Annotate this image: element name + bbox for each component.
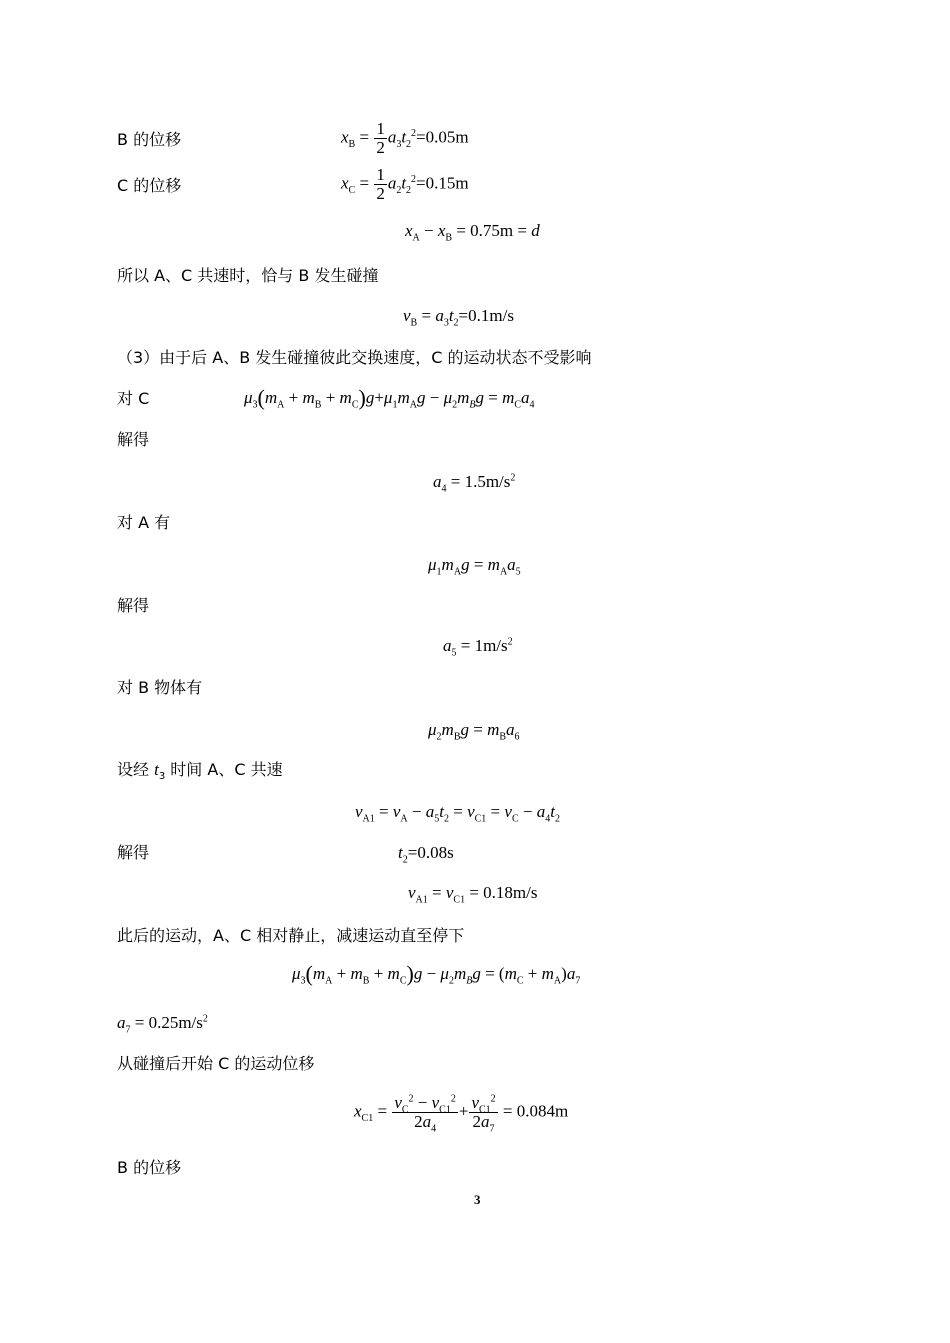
equation-force-a: $\mu_1m_Ag = m_Aa_5$ bbox=[428, 555, 521, 578]
text-for-b: 对 B 物体有 bbox=[117, 678, 203, 697]
equation-force-c: $\mu_3(m_A + m_B + m_C)g+\mu_1m_Ag - \mu_2m_Bg = m_Ca_4$ bbox=[244, 385, 535, 411]
equation-t2: $t_2=0.08s$ bbox=[398, 843, 454, 866]
page-number: 3 bbox=[474, 1192, 481, 1207]
text-c-displacement-after: 从碰撞后开始 C 的运动位移 bbox=[117, 1054, 315, 1073]
text-part-3: （3）由于后 A、B 发生碰撞彼此交换速度，C 的运动状态不受影响 bbox=[117, 348, 592, 367]
equation-xA-minus-xB: $x_A - x_B = 0.75m = d$ bbox=[405, 221, 540, 244]
text-for-a: 对 A 有 bbox=[117, 513, 171, 532]
text-t3-common-velocity: 设经 $t_3$ 时间 A、C 共速 bbox=[117, 760, 283, 783]
text-after-motion: 此后的运动，A、C 相对静止，减速运动直至停下 bbox=[117, 926, 465, 945]
equation-a7: $a_7 = 0.25m/s^2$ bbox=[117, 1013, 208, 1036]
equation-xC: $x_C$ = $\frac{1}{2}$ $a_2t_2^2=0.15m$ bbox=[341, 165, 469, 203]
text-solve-2: 解得 bbox=[117, 596, 150, 615]
equation-common-velocity: $v_{A1} = v_A - a_5t_2 = v_{C1} = v_C - a_4t_2$ bbox=[355, 802, 560, 825]
equation-a4: $a_4 = 1.5m/s^2$ bbox=[433, 472, 516, 495]
text-collision-statement: 所以 A、C 共速时，恰与 B 发生碰撞 bbox=[117, 266, 379, 285]
text-solve-3: 解得 bbox=[117, 843, 150, 862]
equation-vB: $v_B = a_3t_2=0.1m/s$ bbox=[403, 306, 514, 329]
label-c-displacement: C 的位移 bbox=[117, 176, 182, 195]
equation-xC1: $x_{C1}$ = $\frac{v_C^2 - v_{C1}^2}{2a_4}$ + $\frac{v_{C1}^2}{2a_7}$ = 0.084m bbox=[354, 1093, 569, 1135]
equation-force-b: $\mu_2m_Bg = m_Ba_6$ bbox=[428, 720, 520, 743]
equation-deceleration: $\mu_3(m_A + m_B + m_C)g - \mu_2m_Bg = (m_C + m_A)a_7$ bbox=[292, 961, 581, 987]
equation-vA1: $v_{A1} = v_{C1} = 0.18m/s$ bbox=[408, 883, 538, 906]
equation-xB: $x_B$ = $\frac{1}{2}$ $a_3t_2^2=0.05m$ bbox=[341, 119, 469, 157]
equation-a5: $a_5 = 1m/s^2$ bbox=[443, 636, 513, 659]
label-for-c: 对 C bbox=[117, 389, 150, 408]
label-b-displacement: B 的位移 bbox=[117, 130, 182, 149]
text-solve-1: 解得 bbox=[117, 430, 150, 449]
label-b-displacement-2: B 的位移 bbox=[117, 1158, 182, 1177]
